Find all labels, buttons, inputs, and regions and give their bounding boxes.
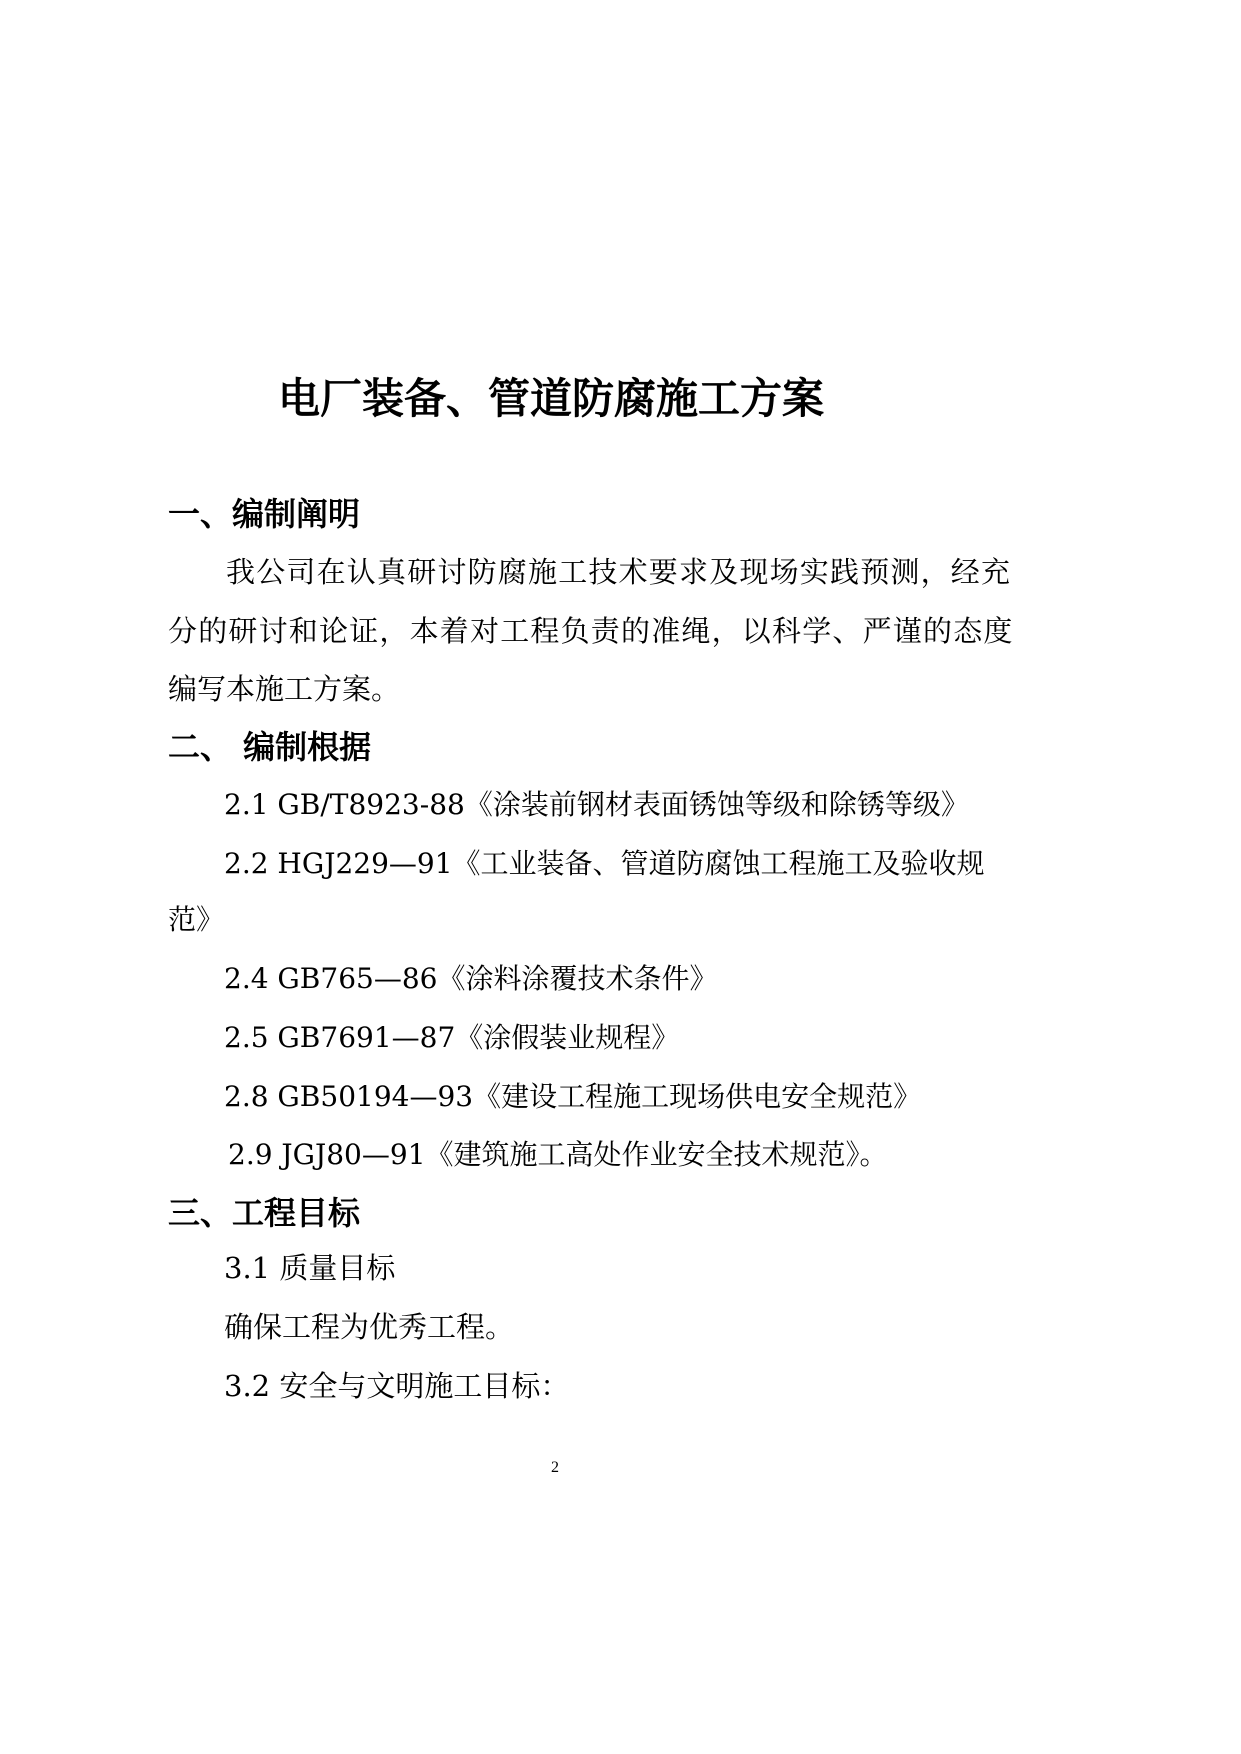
section-1-heading: 一、编制阐明 [168,495,361,533]
reference-2-2-continuation: 范》 [168,903,225,936]
quality-goal-text: 确保工程为优秀工程。 [224,1310,515,1344]
section-2-heading: 二、 编制根据 [168,728,372,766]
section-3-heading: 三、工程目标 [168,1194,361,1232]
reference-2-4: 2.4 GB765—86《涂料涂覆技术条件》 [224,962,718,995]
safety-goal-subheading: 3.2 安全与文明施工目标： [224,1369,570,1403]
reference-2-5: 2.5 GB7691—87《涂假装业规程》 [224,1021,680,1054]
reference-2-1: 2.1 GB/T8923-88《涂装前钢材表面锈蚀等级和除锈等级》 [224,788,969,821]
quality-goal-subheading: 3.1 质量目标 [224,1251,396,1285]
paragraph-line-1: 我公司在认真研讨防腐施工技术要求及现场实践预测，经充 [226,555,1012,589]
reference-2-2: 2.2 HGJ229—91《工业装备、管道防腐蚀工程施工及验收规 [224,847,985,880]
reference-2-8: 2.8 GB50194—93《建设工程施工现场供电安全规范》 [224,1080,922,1113]
reference-2-9: 2.9 JGJ80—91《建筑施工高处作业安全技术规范》。 [228,1138,888,1171]
document-title: 电厂装备、管道防腐施工方案 [278,374,825,423]
page-number: 2 [551,1459,559,1476]
paragraph-line-2: 分的研讨和论证，本着对工程负责的准绳，以科学、严谨的态度 [168,614,1014,648]
paragraph-line-3: 编写本施工方案。 [168,672,401,706]
